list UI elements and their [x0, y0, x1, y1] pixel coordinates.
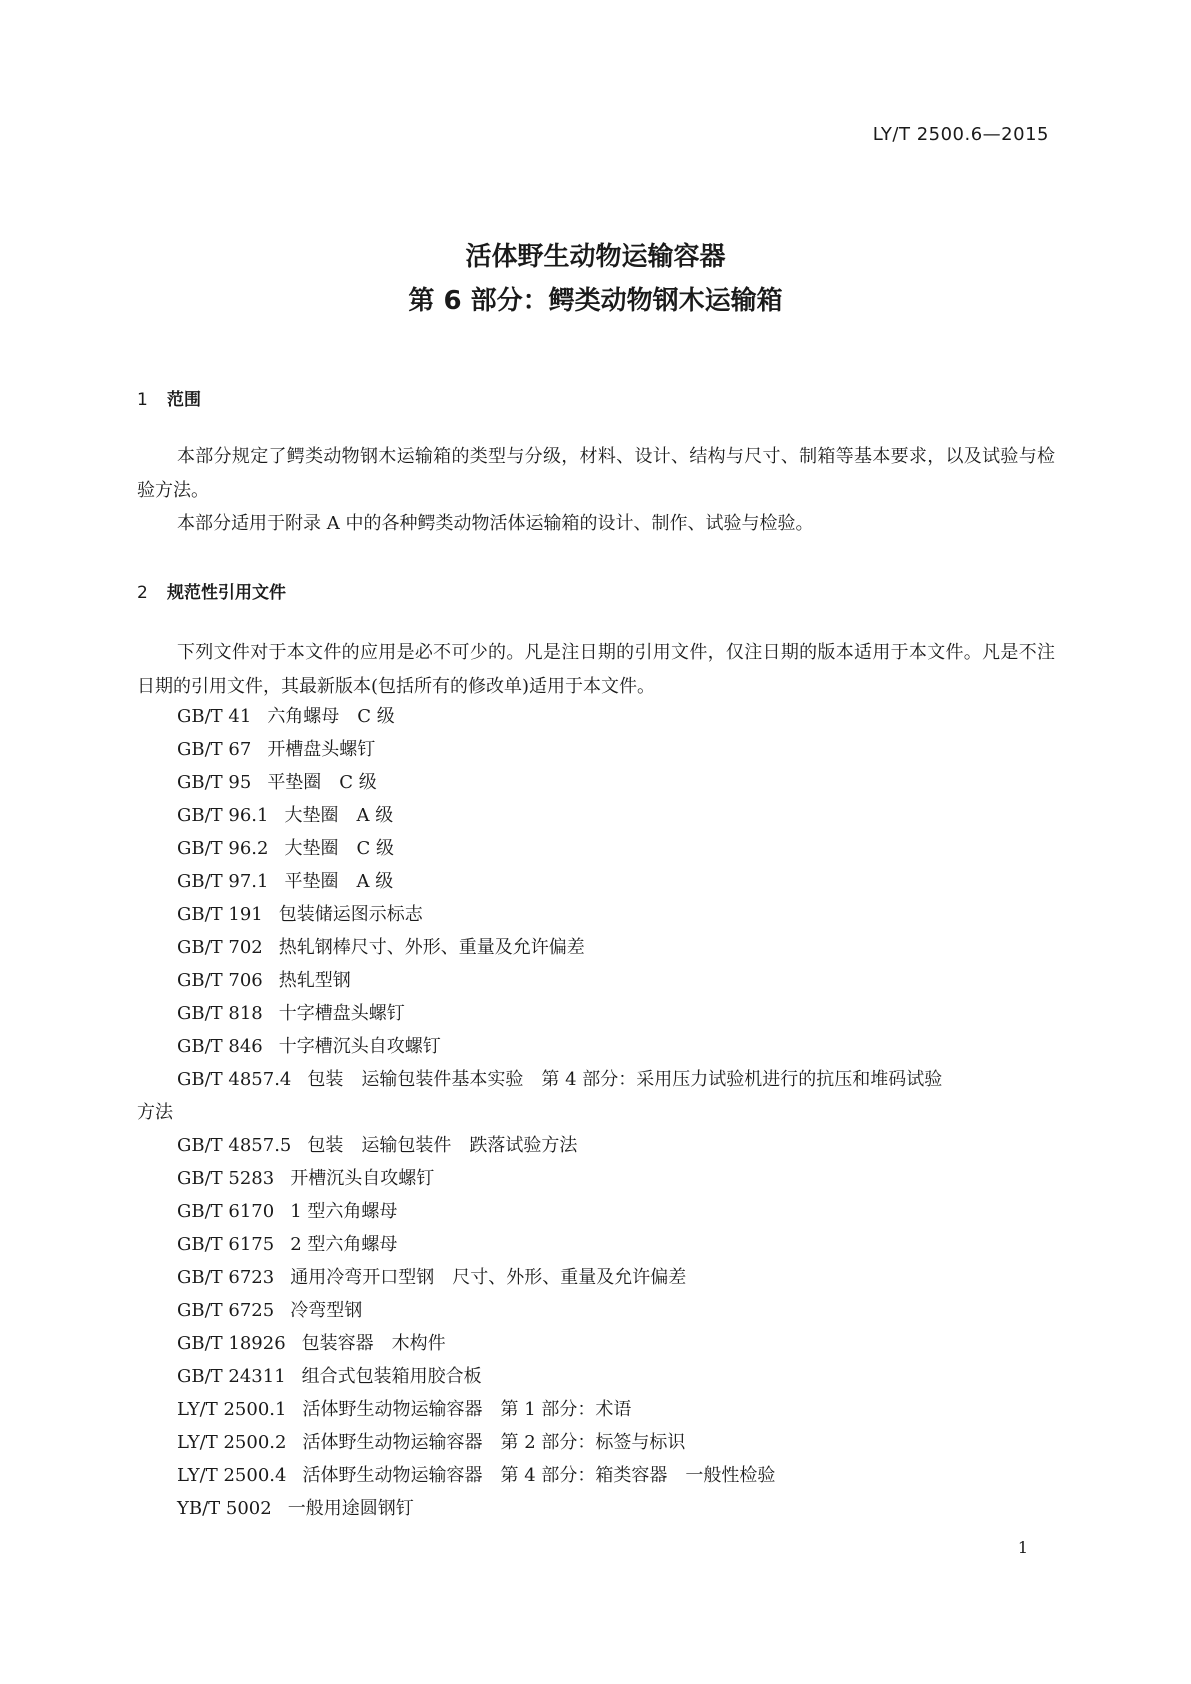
references-intro: 下列文件对于本文件的应用是必不可少的。凡是注日期的引用文件，仅注日期的版本适用于本文件。凡是不注日期的引用文件，其最新版本(包括所有的修改单)适用于本文件。	[137, 642, 1055, 697]
reference-code: GB/T 706	[177, 970, 263, 991]
reference-title: 组合式包装箱用胶合板	[301, 1366, 482, 1387]
reference-item	[137, 1459, 1055, 1492]
reference-item	[137, 898, 1055, 931]
reference-code: GB/T 97.1	[177, 871, 269, 892]
reference-code: GB/T 67	[177, 739, 252, 760]
reference-title: 包装 运输包装件 跌落试验方法	[307, 1135, 578, 1156]
reference-title: 活体野生动物运输容器 第 2 部分：标签与标识	[302, 1432, 686, 1453]
section-number: 1	[137, 390, 148, 410]
section-heading-normative-references	[137, 578, 286, 603]
reference-code: GB/T 24311	[177, 1366, 286, 1387]
reference-item	[137, 1327, 1055, 1360]
reference-code: GB/T 96.1	[177, 805, 269, 826]
reference-code: GB/T 191	[177, 904, 263, 925]
reference-item	[137, 964, 1055, 997]
reference-item	[137, 733, 1055, 766]
reference-item	[137, 865, 1055, 898]
document-subtitle: 第 6 部分：鳄类动物钢木运输箱	[408, 286, 783, 316]
document-title: 活体野生动物运输容器	[465, 242, 726, 272]
reference-item	[137, 766, 1055, 799]
reference-code: GB/T 41	[177, 706, 252, 727]
reference-title: 热轧钢棒尺寸、外形、重量及允许偏差	[278, 937, 585, 958]
reference-item	[137, 1063, 1055, 1129]
reference-title: 活体野生动物运输容器 第 1 部分：术语	[302, 1399, 632, 1420]
reference-code: GB/T 6723	[177, 1267, 275, 1288]
reference-code: GB/T 5283	[177, 1168, 275, 1189]
reference-title-continuation: 方法	[137, 1102, 173, 1123]
reference-title: 平垫圈 A 级	[284, 871, 394, 892]
reference-code: GB/T 95	[177, 772, 252, 793]
reference-title: 热轧型钢	[278, 970, 351, 991]
reference-code: LY/T 2500.2	[177, 1432, 287, 1453]
scope-paragraph-2: 本部分适用于附录 A 中的各种鳄类动物活体运输箱的设计、制作、试验与检验。	[177, 513, 814, 534]
reference-item	[137, 1261, 1055, 1294]
section-heading-scope	[137, 385, 201, 410]
reference-title: 开槽沉头自攻螺钉	[290, 1168, 435, 1189]
reference-code: GB/T 4857.5	[177, 1135, 292, 1156]
reference-title: 冷弯型钢	[290, 1300, 363, 1321]
reference-title: 开槽盘头螺钉	[267, 739, 376, 760]
section-number: 2	[137, 583, 148, 603]
reference-title: 1 型六角螺母	[290, 1201, 398, 1222]
reference-item	[137, 931, 1055, 964]
reference-item	[137, 1393, 1055, 1426]
reference-item	[137, 700, 1055, 733]
reference-code: YB/T 5002	[177, 1498, 272, 1519]
reference-title: 活体野生动物运输容器 第 4 部分：箱类容器 一般性检验	[302, 1465, 776, 1486]
scope-paragraph-1: 本部分规定了鳄类动物钢木运输箱的类型与分级，材料、设计、结构与尺寸、制箱等基本要求，以及试验与检验方法。	[137, 446, 1055, 501]
section-title: 规范性引用文件	[167, 583, 286, 603]
document-code: LY/T 2500.6—2015	[872, 124, 1049, 145]
reference-title: 包装 运输包装件基本实验 第 4 部分：采用压力试验机进行的抗压和堆码试验	[307, 1069, 943, 1090]
reference-title: 十字槽盘头螺钉	[278, 1003, 405, 1024]
reference-item	[137, 1360, 1055, 1393]
reference-code: LY/T 2500.4	[177, 1465, 287, 1486]
reference-item	[137, 1294, 1055, 1327]
reference-title: 十字槽沉头自攻螺钉	[278, 1036, 441, 1057]
reference-item	[137, 1426, 1055, 1459]
reference-title: 通用冷弯开口型钢 尺寸、外形、重量及允许偏差	[290, 1267, 687, 1288]
reference-code: LY/T 2500.1	[177, 1399, 287, 1420]
reference-item	[137, 1195, 1055, 1228]
reference-code: GB/T 846	[177, 1036, 263, 1057]
reference-item	[137, 997, 1055, 1030]
reference-title: 一般用途圆钢钉	[287, 1498, 414, 1519]
reference-code: GB/T 6170	[177, 1201, 275, 1222]
reference-code: GB/T 818	[177, 1003, 263, 1024]
reference-item	[137, 1492, 1055, 1525]
reference-item	[137, 1129, 1055, 1162]
reference-item	[137, 832, 1055, 865]
reference-item	[137, 1030, 1055, 1063]
reference-title: 平垫圈 C 级	[267, 772, 377, 793]
reference-item	[137, 1162, 1055, 1195]
reference-list	[137, 700, 1055, 1525]
reference-code: GB/T 6175	[177, 1234, 275, 1255]
reference-code: GB/T 96.2	[177, 838, 269, 859]
reference-code: GB/T 6725	[177, 1300, 275, 1321]
reference-title: 六角螺母 C 级	[267, 706, 395, 727]
reference-code: GB/T 702	[177, 937, 263, 958]
reference-item	[137, 799, 1055, 832]
reference-title: 大垫圈 A 级	[284, 805, 394, 826]
reference-code: GB/T 4857.4	[177, 1069, 292, 1090]
reference-title: 包装储运图示标志	[278, 904, 423, 925]
reference-title: 包装容器 木构件	[301, 1333, 446, 1354]
reference-title: 2 型六角螺母	[290, 1234, 398, 1255]
reference-title: 大垫圈 C 级	[284, 838, 394, 859]
reference-item	[137, 1228, 1055, 1261]
reference-code: GB/T 18926	[177, 1333, 286, 1354]
page-number: 1	[1017, 1538, 1028, 1557]
section-title: 范围	[167, 390, 201, 410]
